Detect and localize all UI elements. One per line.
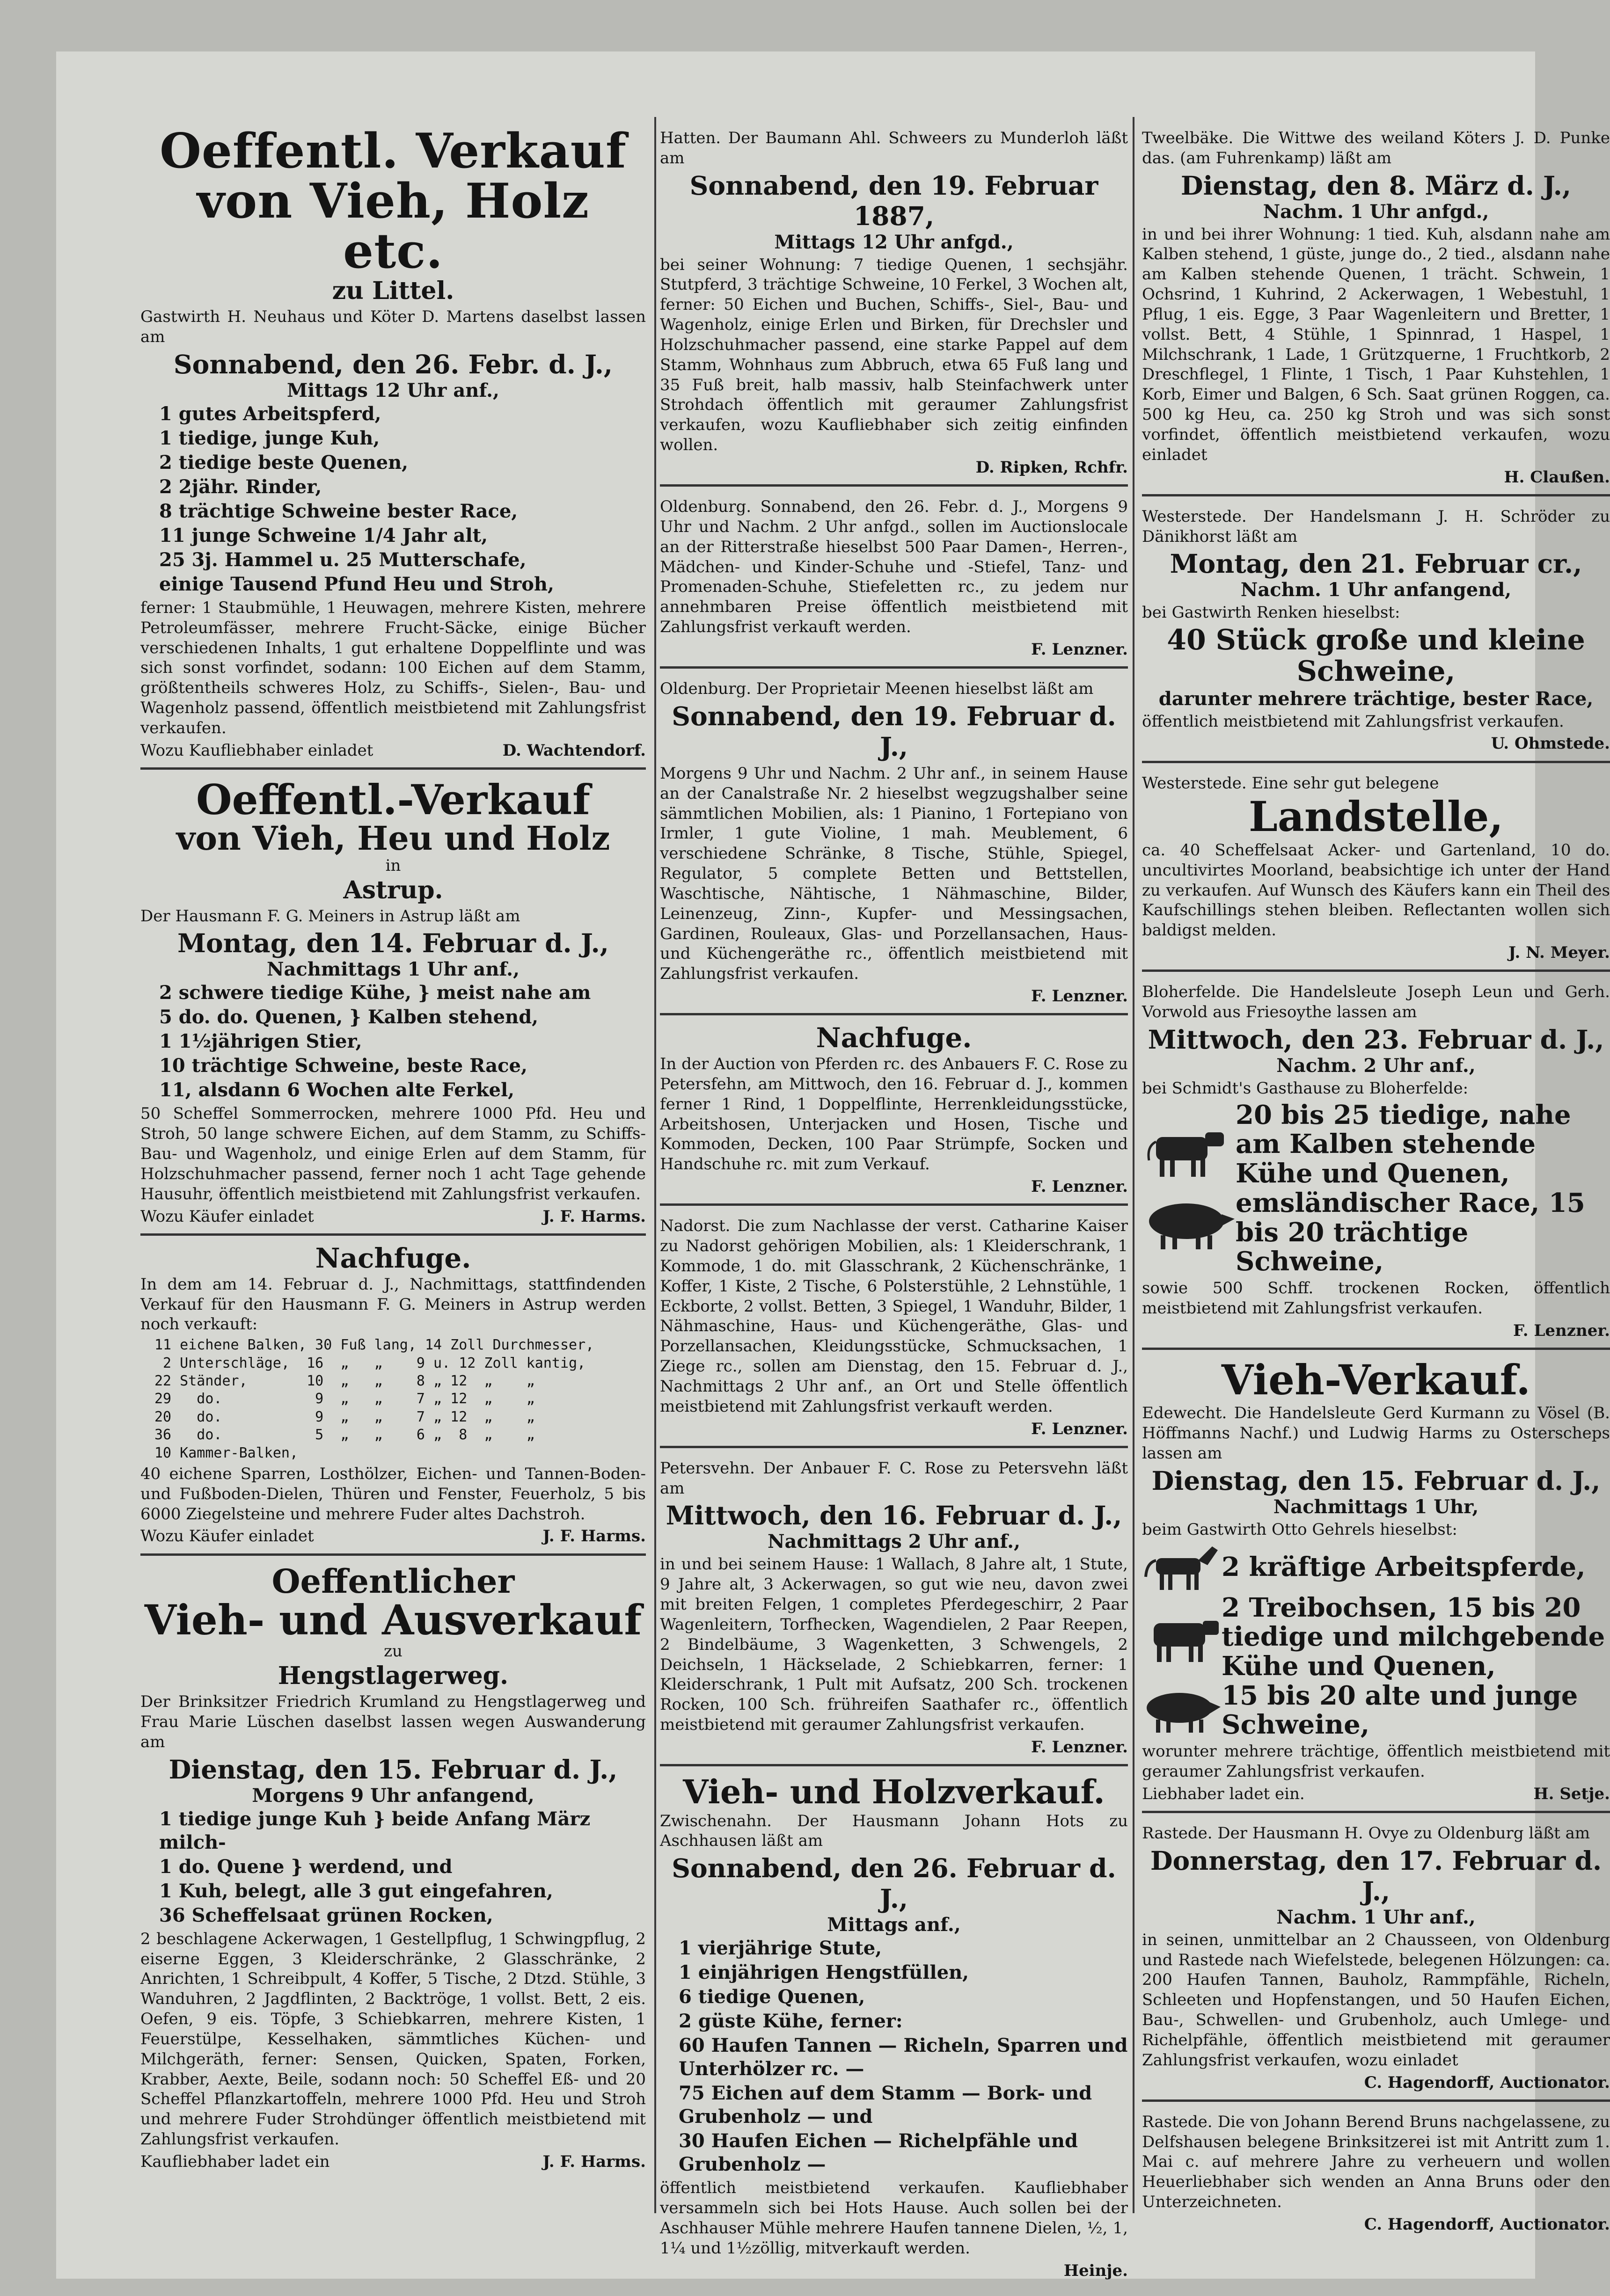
ad-date: Sonnabend, den 19. Februar d. J., <box>672 700 1116 762</box>
ad-littel <box>140 122 646 770</box>
ad-signature <box>1142 1320 1610 1341</box>
sign-name: J. F. Harms. <box>542 1527 646 1546</box>
column-1 <box>140 122 646 2209</box>
ad-item: 2 2jähr. Rinder, <box>159 475 322 498</box>
pig-icon <box>1142 1684 1222 1736</box>
ad-edewecht <box>1142 1354 1610 1813</box>
ad-date: Montag, den 21. Februar cr., <box>1170 548 1582 579</box>
ad-date: Sonnabend, den 19. Februar 1887, <box>689 170 1098 231</box>
ad-body: worunter mehrere trächtige, öffentlich meistbietend mit geraumer Zahlungsfrist verkaufen. <box>1142 1742 1610 1781</box>
ad-subline: darunter mehrere trächtige, bester Race, <box>1158 687 1594 710</box>
ad-body: öffentlich meistbietend verkaufen. Kaufliebhaber versammeln sich bei Hots Hause. Auch sollen bei der Aschhauser Mühle mehrere Haufen tannene Dielen, ½, 1, 1¼ und 1½zöllig, mitverkauft werden. <box>660 2179 1128 2258</box>
sign-left: Wozu Käufer einladet <box>140 1207 314 1226</box>
ad-illustrated-line <box>1142 1101 1610 1276</box>
ad-date: Donnerstag, den 17. Februar d. J., <box>1150 1845 1602 1906</box>
ad-body: 2 beschlagene Ackerwagen, 1 Gestellpflug, 1 Schwingpflug, 2 eiserne Eggen, 3 Kleiderschränke, 2 Glasschränke, 2 Anrichten, 1 Schreibpult, 4 Koffer, 5 Tische, 2 Dtzd. Stühle, 3 Wanduhren, 2 Jagdflinten, 2 Backtröge, 1 vollst. Bett, 2 eis. Oefen, 9 eis. Töpfe, 3 Schiebkarren, mehrere Kisten, 1 Feuerstülpe, Kesselhaken, sämmtliches Küchen- und Milchgeräth, ferner: Sensen, Quicken, Spaten, Forken, Krabber, Aexte, Beile, sodann noch: 50 Scheffel Eß- und 20 Scheffel Pflanzkartoffeln, mehrere 1000 Pfd. Heu und Stroh und mehrere Fuder Strohdünger öffentlich meistbietend mit Zahlungsfrist verkaufen. <box>140 1929 646 2149</box>
ad-item: 60 Haufen Tannen — Richeln, Sparren und Unterhölzer rc. — <box>679 2034 1128 2080</box>
ad-date: Montag, den 14. Februar d. J., <box>177 928 609 959</box>
ad-intro: Der Brinksitzer Friedrich Krumland zu Hengstlagerweg und Frau Marie Lüschen daselbst lassen wegen Auswanderung am <box>140 1692 646 1751</box>
ad-item: 10 trächtige Schweine, beste Race, <box>159 1055 527 1077</box>
ad-time: Nachm. 1 Uhr anfgd., <box>1263 200 1489 223</box>
ad-item: 5 do. do. Quenen, } Kalben stehend, <box>159 1006 539 1028</box>
sign-name: Heinje. <box>1063 2261 1128 2280</box>
sign-name: H. Claußen. <box>1504 467 1610 487</box>
ad-intro: Der Hausmann F. G. Meiners in Astrup läßt am <box>140 906 520 926</box>
ad-tweelbaeke <box>1142 122 1610 496</box>
ad-body: bei seiner Wohnung: 7 tiedige Quenen, 1 sechsjähr. Stutpferd, 3 trächtige Schweine, 10 Ferkel, 3 Wochen alt, ferner: 50 Eichen und Buchen, Schiffs-, Siel-, Bau- und Wagenholz, einige Erlen und Birken, für Drechsler und Holzschuhmacher passend, eine starke Pappel auf dem Stamm, Wohnhaus zum Abbruch, etwa 65 Fuß lang und 35 Fuß breit, halb massiv, halb Steinfachwerk unter Strohdach öffentlich mit geraumer Zahlungsfrist verkaufen, wozu Kaufliebhaber sich zeitig einfinden wollen. <box>660 255 1128 455</box>
ad-oldenburg-meenen <box>660 672 1128 1015</box>
ad-intro: Gastwirth H. Neuhaus und Köter D. Martens daselbst lassen am <box>140 307 646 347</box>
ad-body: in und bei seinem Hause: 1 Wallach, 8 Jahre alt, 1 Stute, 9 Jahre alt, 3 Ackerwagen, so gut wie neu, davon zwei mit breiten Felgen, 1 completes Pferdegeschirr, 2 Paar Wagenleitern, Torfhecken, Wagendielen, 2 Paar Reepen, 2 Bindelbäume, 3 Wagenketten, 3 Schwengels, 2 Deichseln, 1 Häckselade, 2 Schiebkarren, ferner: 1 Kleiderschrank, 1 Pult mit Aufsatz, 200 Sch. trockenen Rocken, 100 Sch. frühreifen Saathafer rc., öffentlich meistbietend mit geraumer Zahlungsfrist verkaufen. <box>660 1555 1128 1735</box>
column-rule <box>1133 117 1134 2213</box>
ad-signature <box>1142 2214 1610 2235</box>
ad-highlight: 2 kräftige Arbeitspferde, <box>1222 1552 1586 1583</box>
ad-rastede-bruns <box>1142 2106 1610 2241</box>
sign-name: F. Lenzner. <box>1031 1737 1128 1757</box>
ad-intro: bei Gastwirth Renken hieselbst: <box>1142 603 1400 622</box>
pig-icon <box>1149 1203 1235 1249</box>
ad-westerstede-schweine <box>1142 500 1610 763</box>
ad-body: 50 Scheffel Sommerrocken, mehrere 1000 Pfd. Heu und Stroh, 50 lange schwere Eichen, auf dem Stamm, zu Schiffs- Bau- und Wagenholz, und einige Erlen auf dem Stamm, für Holzschuhmacher passend, ferner noch 1 acht Tage gehende Hausuhr, öffentlich meistbietend mit Zahlungsfrist verkaufen. <box>140 1104 646 1203</box>
sign-name: J. N. Meyer. <box>1508 943 1610 962</box>
sign-name: F. Lenzner. <box>1031 1177 1128 1196</box>
sign-name: F. Lenzner. <box>1513 1321 1610 1340</box>
ad-item: 2 güste Kühe, ferner: <box>679 2010 903 2033</box>
ad-item: 25 3j. Hammel u. 25 Mutterschafe, <box>159 548 527 571</box>
ad-item: 1 1½jährigen Stier, <box>159 1030 362 1053</box>
ad-body: ferner: 1 Staubmühle, 1 Heuwagen, mehrere Kisten, mehrere Petroleumfässer, mehrere Frucht-Säcke, einige Bücher verschiedenen Inhalts, 1 gut erhaltene Doppelflinte und was sich sonst vorfindet, sodann: 100 Eichen auf dem Stamm, größtentheils schweres Holz, zu Schiffs-, Sielen-, Bau- und Wagenholz passend, öffentlich meistbietend mit Zahlungsfrist verkaufen. <box>140 598 646 737</box>
sign-left: Wozu Käufer einladet <box>140 1527 314 1546</box>
ad-nachfuge-meiners <box>140 1239 646 1556</box>
ad-signature <box>660 1737 1128 1757</box>
ad-body: Oldenburg. Sonnabend, den 26. Febr. d. J., Morgens 9 Uhr und Nachm. 2 Uhr anfgd., sollen im Auctionslocale an der Ritterstraße hieselbst 500 Paar Damen-, Herren-, Mädchen- und Kinder-Schuhe und -Stiefel, Tanz- und Promenaden-Schuhe, Stiefeletten rc., zu jedem nur annehmbaren Preise öffentlich meistbietend mit Zahlungsfrist verkauft werden. <box>660 497 1128 637</box>
ad-intro: Oldenburg. Der Proprietair Meenen hieselbst läßt am <box>660 679 1094 699</box>
ad-body: In der Auction von Pferden rc. des Anbauers F. C. Rose zu Petersfehn, am Mittwoch, den 16. Februar d. J., kommen ferner 1 Rind, 1 Doppelflinte, Herrenkleidungsstücke, Arbeitshosen, Unterjacken und Hosen, Tische und Kommoden, Decken, 100 Paar Strümpfe, Socken und Handschuhe rc. mit zum Verkauf. <box>660 1055 1128 1174</box>
ad-time: Nachmittags 1 Uhr anf., <box>266 958 520 981</box>
ad-item: 1 gutes Arbeitspferd, <box>159 402 381 425</box>
ad-intro: Westerstede. Der Handelsmann J. H. Schröder zu Dänikhorst läßt am <box>1142 507 1610 546</box>
ad-illustrated-line <box>1142 1681 1610 1740</box>
sign-name: F. Lenzner. <box>1031 640 1128 659</box>
cow-icon <box>1149 1132 1224 1177</box>
ad-body: sowie 500 Schff. trockenen Rocken, öffentlich meistbietend mit Zahlungsfrist verkaufen. <box>1142 1279 1610 1318</box>
ad-heading: Nachfuge. <box>315 1242 471 1274</box>
ad-signature <box>660 1419 1128 1439</box>
ad-body: In dem am 14. Februar d. J., Nachmittags, stattfindenden Verkauf für den Hausmann F. G. Meiners in Astrup werden noch verkauft: <box>140 1275 646 1334</box>
ad-time: Mittags 12 Uhr anfgd., <box>774 231 1014 253</box>
newspaper-page <box>56 51 1610 2280</box>
ad-heading: von Vieh, Holz etc. <box>197 173 590 280</box>
ad-date: Sonnabend, den 26. Februar d. J., <box>672 1853 1116 1914</box>
ad-heading: Vieh- und Ausverkauf <box>144 1596 642 1645</box>
ad-intro: beim Gastwirth Otto Gehrels hieselbst: <box>1142 1520 1457 1539</box>
ad-item: 1 tiedige junge Kuh } beide Anfang März milch- <box>159 1808 591 1853</box>
ad-heading: Vieh- und Holzverkauf. <box>683 1772 1105 1812</box>
ad-date: Mittwoch, den 23. Februar d. J., <box>1148 1024 1604 1055</box>
ad-date: Dienstag, den 15. Februar d. J., <box>1151 1465 1601 1496</box>
ad-intro: Hatten. Der Baumann Ahl. Schweers zu Munderloh läßt am <box>660 129 1128 168</box>
ad-hatten <box>660 122 1128 487</box>
sign-name: C. Hagendorff, Auctionator. <box>1364 2215 1610 2234</box>
ad-intro: bei Schmidt's Gasthause zu Bloherfelde: <box>1142 1079 1469 1098</box>
ad-intro: Zwischenahn. Der Hausmann Johann Hots zu Aschhausen läßt am <box>660 1811 1128 1851</box>
ad-signature <box>140 1526 646 1546</box>
ad-highlight: 40 Stück große und kleine Schweine, <box>1167 624 1585 688</box>
ad-signature <box>1142 942 1610 963</box>
ad-signature <box>660 2260 1128 2281</box>
ad-intro: Westerstede. Eine sehr gut belegene <box>1142 773 1439 793</box>
ad-date: Mittwoch, den 16. Februar d. J., <box>666 1500 1122 1531</box>
ad-nadorst <box>660 1210 1128 1448</box>
ad-illustrated-line <box>1142 1593 1610 1681</box>
ad-signature <box>140 740 646 761</box>
ad-heading: Oeffentl. Verkauf <box>160 123 627 179</box>
horse-icon <box>1142 1542 1222 1593</box>
ad-astrup <box>140 773 646 1236</box>
sign-name: F. Lenzner. <box>1031 1419 1128 1438</box>
ad-body: Morgens 9 Uhr und Nachm. 2 Uhr anf., in seinem Hause an der Canalstraße Nr. 2 hieselbst wegzugshalber seine sämmtlichen Mobilien, als: 1 Pianino, 1 Fortepiano von Irmler, 1 gute Violine, 1 mah. Meublement, 6 verschiedene Schränke, 8 Tische, Stühle, Spiegel, Regulator, 5 complete Betten und Bettstellen, Waschtische, Nähtische, 1 Nähmaschine, Bilder, Leinenzeug, Zinn-, Kupfer- und Messingsachen, Gardinen, Rouleaux, Glas- und Porzellansachen, Haus- und Küchengeräthe rc., öffentlich meistbietend mit Zahlungsfrist verkaufen. <box>660 764 1128 984</box>
ad-item: 2 schwere tiedige Kühe, } meist nahe am <box>159 982 591 1004</box>
column-rule <box>654 117 656 2213</box>
sign-name: F. Lenzner. <box>1031 987 1128 1006</box>
ad-time: Nachm. 1 Uhr anfangend, <box>1240 579 1512 601</box>
ad-body: Rastede. Die von Johann Berend Bruns nachgelassene, zu Delfshausen belegene Brinksitzerei ist mit Antritt zum 1. Mai c. auf mehrere Jahre zu verheuern und wollen Heuerliebhaber sich wenden an Anna Bruns oder den Unterzeichneten. <box>1142 2112 1610 2212</box>
sign-name: U. Ohmstede. <box>1491 734 1610 753</box>
ad-heading: von Vieh, Heu und Holz <box>176 819 610 858</box>
ad-date: Dienstag, den 15. Februar d. J., <box>168 1754 618 1785</box>
ad-signature <box>660 986 1128 1006</box>
ad-intro: Tweelbäke. Die Wittwe des weiland Köters J. D. Punke das. (am Fuhrenkamp) läßt am <box>1142 129 1610 168</box>
ad-hengstlagerweg <box>140 1560 646 2179</box>
sign-name: H. Setje. <box>1533 1784 1610 1803</box>
ad-signature <box>140 1206 646 1227</box>
ad-signature <box>1142 1784 1610 1804</box>
ad-heading: Oeffentlicher <box>271 1561 515 1601</box>
sign-left: Kaufliebhaber ladet ein <box>140 2152 330 2171</box>
ad-date: Dienstag, den 8. März d. J., <box>1180 170 1572 201</box>
ad-petersvehn <box>660 1452 1128 1766</box>
ad-date: Sonnabend, den 26. Febr. d. J., <box>173 349 613 379</box>
ad-body: Nadorst. Die zum Nachlasse der verst. Catharine Kaiser zu Nadorst gehörigen Mobilien, als: 1 Kleiderschrank, 1 Kommode, 1 do. mit Glasschrank, 2 Küchenschränke, 1 Koffer, 1 Kiste, 2 Tische, 6 Polsterstühle, 2 Lehnstühle, 1 Eckborte, 2 vollst. Betten, 3 Spiegel, 1 Wanduhr, Bilder, 1 Nähmaschine, Haus- und Küchengeräthe, Glas- und Porzellansachen, Kleidungsstücke, Schmucksachen, 1 Ziege rc., sollen am Dienstag, den 15. Februar d. J., Nachmittags 2 Uhr anf., an Ort und Stelle öffentlich meistbietend mit Zahlungsfrist verkauft werden. <box>660 1217 1128 1416</box>
timber-table: 11 eichene Balken, 30 Fuß lang, 14 Zoll Durchmesser, 2 Unterschläge, 16 „ „ 9 u. 12 Zoll kantig, 22 Ständer, 10 „ „ 8 „ 12 „ „ 29 do. 9 „ „ 7 „ 12 „ „ 20 do. 9 „ „ 7 „ 12 „ „ 36 do. 5 „ „ 6 „ 8 „ „ 10 Kammer-Balken, <box>154 1337 594 1461</box>
ad-item: 36 Scheffelsaat grünen Rocken, <box>159 1904 493 1926</box>
column-2 <box>660 122 1128 2280</box>
ad-highlight: 20 bis 25 tiedige, nahe am Kalben stehende Kühe und Quenen, emsländischer Race, 15 bis 20 trächtige Schweine, <box>1236 1099 1585 1277</box>
ad-time: Mittags 12 Uhr anf., <box>287 379 499 401</box>
ad-item: 2 tiedige beste Quenen, <box>159 451 409 474</box>
ad-body: öffentlich meistbietend mit Zahlungsfrist verkaufen. <box>1142 712 1564 731</box>
ad-time: Nachm. 2 Uhr anf., <box>1276 1054 1476 1077</box>
ad-illustrated-line <box>1142 1542 1610 1593</box>
ad-item: einige Tausend Pfund Heu und Stroh, <box>159 573 554 595</box>
ad-item: 11, alsdann 6 Wochen alte Ferkel, <box>159 1079 515 1101</box>
ad-time: Morgens 9 Uhr anfangend, <box>252 1784 534 1807</box>
ad-intro: Bloherfelde. Die Handelsleute Joseph Leun und Gerh. Vorwold aus Friesoythe lassen am <box>1142 983 1610 1022</box>
ad-heading: Nachfuge. <box>816 1022 972 1054</box>
ad-time: Nachm. 1 Uhr anf., <box>1276 1906 1476 1928</box>
ad-heading: Oeffentl.-Verkauf <box>196 775 591 824</box>
ad-place: Hengstlagerweg. <box>278 1662 509 1691</box>
ad-place: zu Littel. <box>332 277 454 306</box>
ad-bloherfelde <box>1142 976 1610 1350</box>
ad-item: 1 tiedige, junge Kuh, <box>159 427 380 449</box>
sign-name: D. Ripken, Rchfr. <box>975 458 1128 477</box>
ad-signature <box>1142 467 1610 488</box>
ad-item: 11 junge Schweine 1/4 Jahr alt, <box>159 524 488 547</box>
ad-item: 8 trächtige Schweine bester Race, <box>159 500 518 522</box>
ad-zu: zu <box>384 1642 402 1661</box>
ad-signature <box>660 1176 1128 1197</box>
ad-item: 30 Haufen Eichen — Richelpfähle und Grubenholz — <box>679 2130 1078 2176</box>
ad-oldenburg-schuhe <box>660 490 1128 669</box>
ad-intro: Rastede. Der Hausmann H. Ovye zu Oldenburg läßt am <box>1142 1823 1590 1843</box>
ox-icon <box>1142 1609 1222 1665</box>
cow-and-pig-illustration <box>1142 1118 1236 1259</box>
ad-item: 6 tiedige Quenen, <box>679 1986 865 2008</box>
ad-item: 1 Kuh, belegt, alle 3 gut eingefahren, <box>159 1880 553 1902</box>
ad-zwischenahn <box>660 1770 1128 2288</box>
ad-body: in und bei ihrer Wohnung: 1 tied. Kuh, alsdann nahe am Kalben stehend, 1 güste, junge do., 2 tied., alsdann nahe am Kalben stehende Quenen, 1 trächt. Schwein, 1 Ochsrind, 1 Kuhrind, 2 Ackerwagen, 1 Webestuhl, 1 Pflug, 1 eis. Egge, 3 Paar Wagenleitern und Bretter, 1 vollst. Bett, 4 Stühle, 1 Spinnrad, 1 Haspel, 1 Milchschrank, 1 Lade, 1 Grützquerne, 1 Fruchtkorb, 2 Dreschflegel, 1 Flinte, 1 Tisch, 1 Paar Kuhstehlen, 1 Korb, Eimer und Balgen, 6 Sch. Saat grünen Roggen, ca. 500 kg Heu, ca. 250 kg Stroh und was sich sonst vorfindet, öffentlich meistbietend verkaufen, wozu einladet <box>1142 225 1610 464</box>
ad-item: 1 einjährigen Hengstfüllen, <box>679 1961 969 1984</box>
ad-nachfuge-rose <box>660 1019 1128 1206</box>
sign-name: J. F. Harms. <box>542 2152 646 2171</box>
ad-rastede-ovye <box>1142 1817 1610 2102</box>
ad-intro: Petersvehn. Der Anbauer F. C. Rose zu Petersvehn läßt am <box>660 1458 1128 1498</box>
ad-westerstede-landstelle <box>1142 767 1610 972</box>
sign-name: D. Wachtendorf. <box>502 741 646 760</box>
ad-item: 1 do. Quene } werdend, und <box>159 1855 453 1878</box>
ad-in: in <box>385 856 401 875</box>
ad-item: 1 vierjährige Stute, <box>679 1937 882 1960</box>
ad-signature <box>1142 2072 1610 2093</box>
ad-time: Mittags anf., <box>827 1914 961 1936</box>
ad-signature <box>1142 733 1610 754</box>
sign-name: J. F. Harms. <box>542 1207 646 1226</box>
ad-heading: Landstelle, <box>1248 792 1504 841</box>
ad-intro: Edewecht. Die Handelsleute Gerd Kurmann zu Vösel (B. Höffmanns Nachf.) und Ludwig Harms zu Osterscheps lassen am <box>1142 1404 1610 1463</box>
ad-body: ca. 40 Scheffelsaat Acker- und Gartenland, 10 do. uncultivirtes Moorland, beabsichtige ich unter der Hand zu verkaufen. Auf Wunsch des Käufers kann ein Theil des Kaufschillings stehen bleiben. Reflectanten wollen sich baldigst melden. <box>1142 840 1610 940</box>
ad-signature <box>660 457 1128 478</box>
ad-signature <box>140 2151 646 2172</box>
ad-highlight: 2 Treibochsen, 15 bis 20 tiedige und milchgebende Kühe und Quenen, <box>1222 1592 1605 1682</box>
ad-heading: Vieh-Verkauf. <box>1221 1355 1531 1404</box>
ad-item: 75 Eichen auf dem Stamm — Bork- und Grubenholz — und <box>679 2082 1092 2128</box>
column-3 <box>1142 122 1610 2234</box>
ad-body: in seinen, unmittelbar an 2 Chausseen, von Oldenburg und Rastede nach Wiefelstede, belegenen Hölzungen: ca. 200 Haufen Tannen, Bauholz, Rammpfähle, Richeln, Schleeten und Hopfenstangen, und 50 Haufen Eichen, Bau-, Schwellen- und Grubenholz, auch Umlege- und Richelpfähle, öffentlich meistbietend mit geraumer Zahlungsfrist verkaufen, wozu einladet <box>1142 1930 1610 2070</box>
sign-left: Liebhaber ladet ein. <box>1142 1784 1305 1803</box>
sign-left: Wozu Kaufliebhaber einladet <box>140 741 373 760</box>
ad-place: Astrup. <box>343 875 443 904</box>
ad-time: Nachmittags 1 Uhr, <box>1273 1495 1479 1518</box>
ad-body: 40 eichene Sparren, Losthölzer, Eichen- und Tannen-Boden- und Fußboden-Dielen, Thüren und Fenster, Feuerholz, 5 bis 6000 Ziegelsteine und mehrere Fuder altes Dachstroh. <box>140 1464 646 1523</box>
ad-highlight: 15 bis 20 alte und junge Schweine, <box>1222 1680 1578 1741</box>
ad-signature <box>660 639 1128 660</box>
sign-name: C. Hagendorff, Auctionator. <box>1364 2073 1610 2092</box>
ad-time: Nachmittags 2 Uhr anf., <box>767 1531 1021 1553</box>
